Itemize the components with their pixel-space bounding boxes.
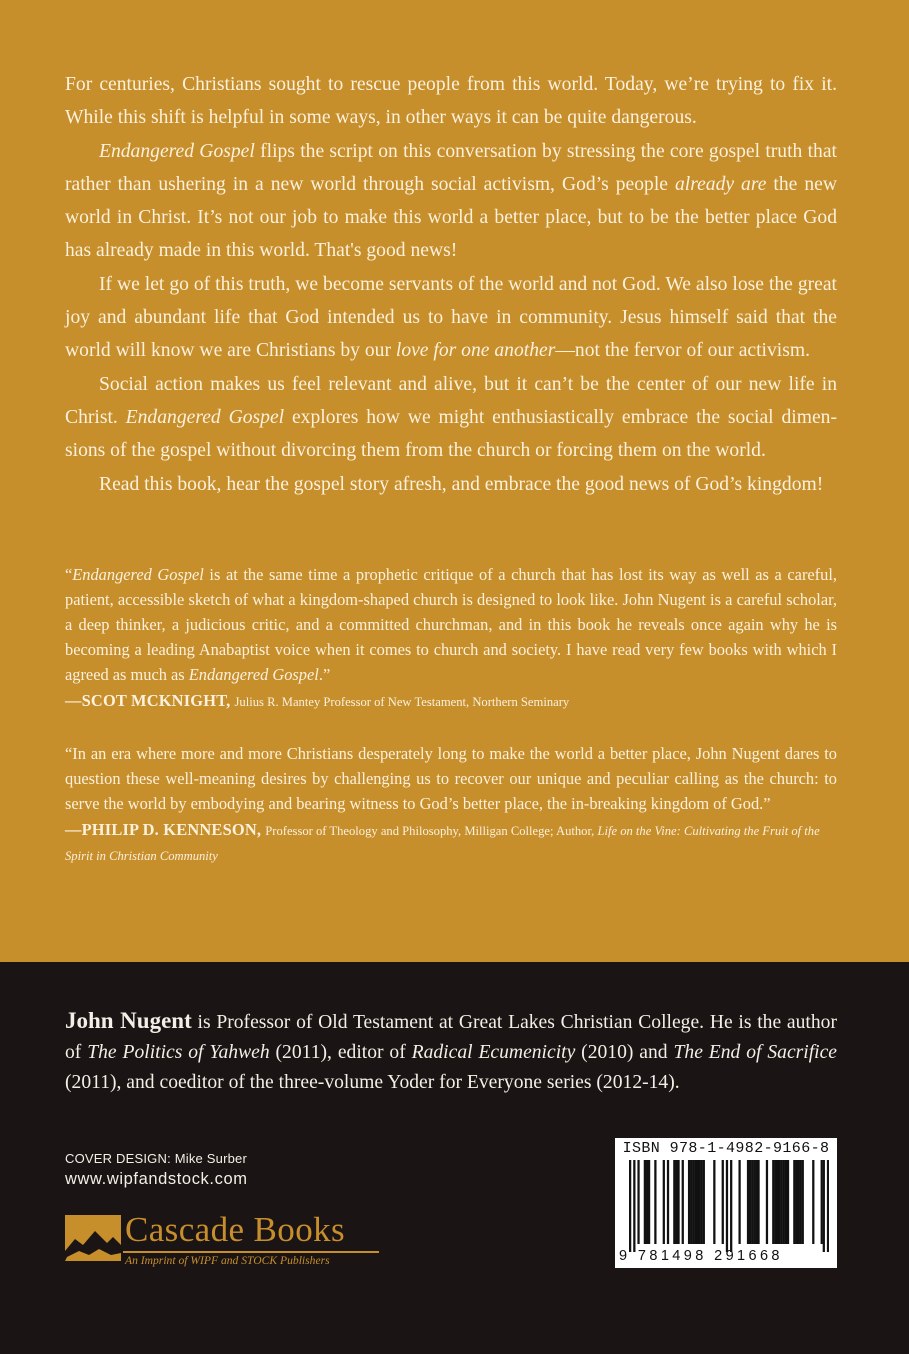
book-title-reference: The Politics of Yahweh	[87, 1042, 270, 1063]
book-title-reference: The End of Sacrifice	[673, 1042, 837, 1063]
publisher-tagline: An Imprint of WIPF and STOCK Publishers	[125, 1254, 330, 1267]
endorsement-text: “Endangered Gospel is at the same time a prophetic critique of a church that has lost its way as well as a careful, patient, accessible sketch of what a kingdom-shaped church is designed to look like. John Nugent is a careful scholar, a deep thinker, a judicious critic, and a committed churchman, and in this book he reveals once again why he is becoming a leading Anabaptist voice when it comes to church and society. I have read very few books with which I agreed as much as Endangered Gospel.”	[65, 565, 837, 684]
blurb-paragraph-2	[65, 135, 837, 268]
barcode-bar	[797, 1160, 799, 1244]
barcode-bar	[690, 1160, 692, 1244]
endorsement-kenneson	[65, 741, 837, 868]
barcode-bar	[778, 1160, 780, 1244]
endorser-role: Professor of Theology and Philosophy, Milligan College; Author,	[265, 824, 598, 838]
barcode-bar	[692, 1160, 694, 1244]
barcode-bar	[644, 1160, 646, 1244]
barcode-bar	[688, 1160, 690, 1244]
publisher-url: www.wipfandstock.com	[65, 1170, 248, 1188]
dark-panel	[0, 962, 909, 1354]
barcode-bar	[713, 1160, 715, 1244]
barcode-bar	[783, 1160, 785, 1244]
barcode-bar	[701, 1160, 703, 1244]
credits	[65, 1150, 248, 1190]
endorser-name: —PHILIP D. KENNESON,	[65, 820, 262, 839]
barcode-bar	[726, 1160, 728, 1252]
barcode-bar	[802, 1160, 804, 1244]
publisher-name: Cascade Books	[125, 1210, 346, 1249]
barcode-bar	[800, 1160, 802, 1244]
barcode-bar	[785, 1160, 787, 1244]
logo-divider	[123, 1251, 379, 1253]
endorsement-text: “In an era where more and more Christians desperately long to make the world a better place, John Nugent dares to question these well-meaning desires by challenging us to recover our unique and peculiar calling as the church: to serve the world by embodying and bearing witness to God’s better place, the in-breaking kingdom of God.”	[65, 744, 837, 813]
barcode-bar	[637, 1160, 639, 1244]
barcode-bar	[753, 1160, 755, 1244]
publisher-logo	[65, 1211, 395, 1271]
blurb-text: the new world in Christ. It’s not our job to make this world a better place, but to be the better place God has already made in this world. That's good news!	[65, 173, 837, 262]
barcode-bar	[812, 1160, 814, 1244]
isbn-number: ISBN 978-1-4982-9166-8	[622, 1140, 830, 1157]
author-bio: John Nugent is Professor of Old Testament at Great Lakes Christian College. He is the author of The Politics of Yahweh (2011), editor of Radical Ecumenicity (2010) and The End of Sacrifice (2011), and coeditor of the three-volume Yoder for Everyone series (2012-14).	[65, 1008, 837, 1093]
isbn-barcode	[615, 1138, 837, 1268]
barcode-bar	[667, 1160, 669, 1244]
endorser-name: —SCOT MCKNIGHT,	[65, 691, 231, 710]
barcode-bar	[646, 1160, 648, 1244]
barcode-bar	[696, 1160, 698, 1244]
barcode-bar	[654, 1160, 656, 1244]
endorsement-attribution	[65, 818, 837, 868]
endorsement-attribution	[65, 689, 837, 714]
barcode-bar	[682, 1160, 684, 1244]
barcode-bar	[821, 1160, 823, 1244]
barcode-bar	[827, 1160, 829, 1252]
book-title-reference: Endangered Gospel	[188, 665, 319, 684]
endorser-role: Julius R. Mantey Professor of New Testament, Northern Seminary	[234, 695, 570, 709]
barcode-bar	[751, 1160, 753, 1244]
book-title-reference: Endangered Gospel	[72, 565, 204, 584]
barcode-bar	[675, 1160, 677, 1244]
endorsement-mcknight	[65, 562, 837, 714]
barcode-bar	[722, 1160, 724, 1244]
barcode-bar	[633, 1160, 635, 1252]
book-title-reference: Radical Ecumenicity	[411, 1042, 576, 1063]
barcode-bar	[738, 1160, 740, 1244]
barcode-bar	[698, 1160, 700, 1244]
mountain-logo-icon	[65, 1215, 121, 1261]
cover-design-credit: COVER DESIGN: Mike Surber	[65, 1151, 247, 1166]
barcode-bars	[629, 1160, 829, 1252]
barcode-bar	[677, 1160, 679, 1244]
blurb-paragraph-4	[65, 368, 837, 468]
barcode-bar	[776, 1160, 778, 1244]
barcode-bar	[663, 1160, 665, 1244]
barcode-bar	[749, 1160, 751, 1244]
barcode-bar	[673, 1160, 675, 1244]
barcode-bar	[766, 1160, 768, 1244]
endorser-book-title: Life on the Vine: Cultivating the Fruit of the Spirit in Christian Community	[65, 824, 820, 863]
blurb-paragraph-3	[65, 268, 837, 368]
barcode-bar	[793, 1160, 795, 1244]
book-title-reference: Endangered Gospel	[125, 406, 285, 428]
blurb-paragraph-5: Read this book, hear the gospel story afresh, and embrace the good news of God’s kingdom!	[99, 473, 824, 495]
barcode-bar	[781, 1160, 783, 1244]
book-blurb	[65, 68, 837, 501]
book-title-reference: Endangered Gospel	[99, 140, 255, 162]
barcode-bar	[703, 1160, 705, 1244]
barcode-bar	[747, 1160, 749, 1244]
barcode-bar	[648, 1160, 650, 1244]
barcode-bar	[823, 1160, 825, 1252]
barcode-bar	[694, 1160, 696, 1244]
blurb-text: —not the fervor of our activism.	[555, 340, 810, 362]
blurb-text: explores how we might enthusiastically embrace the social dimen- sions of the gospel without divorcing them from the church or forcing them on the world.	[65, 406, 837, 462]
barcode-bar	[795, 1160, 797, 1244]
blurb-text: Social action makes us feel relevant and alive, but it can’t be the center of our new life in Christ.	[65, 373, 837, 428]
barcode-bar	[757, 1160, 759, 1244]
ean-digits: 9 781498 291668	[619, 1248, 783, 1264]
barcode-bar	[629, 1160, 631, 1252]
blurb-text: flips the script on this conversation by stressing the core gospel truth that rather than ushering in a new world through social activism, God’s people	[65, 140, 837, 195]
barcode-bar	[774, 1160, 776, 1244]
barcode-bar	[787, 1160, 789, 1244]
barcode-bar	[730, 1160, 732, 1252]
author-name: John Nugent	[65, 1008, 192, 1033]
blurb-emphasis: love for one another	[395, 340, 556, 362]
barcode-bar	[755, 1160, 757, 1244]
blurb-text: If we let go of this truth, we become servants of the world and not God. We also lose the great joy and abundant life that God intended us to have in community. Jesus himself said that the world will know we are Christians by our	[65, 273, 837, 362]
blurb-paragraph-1: For centuries, Christians sought to rescue people from this world. Today, we’re trying to fix it. While this shift is helpful in some ways, in other ways it can be quite dangerous.	[65, 74, 837, 129]
barcode-bar	[772, 1160, 774, 1244]
blurb-emphasis: already are	[674, 173, 767, 195]
